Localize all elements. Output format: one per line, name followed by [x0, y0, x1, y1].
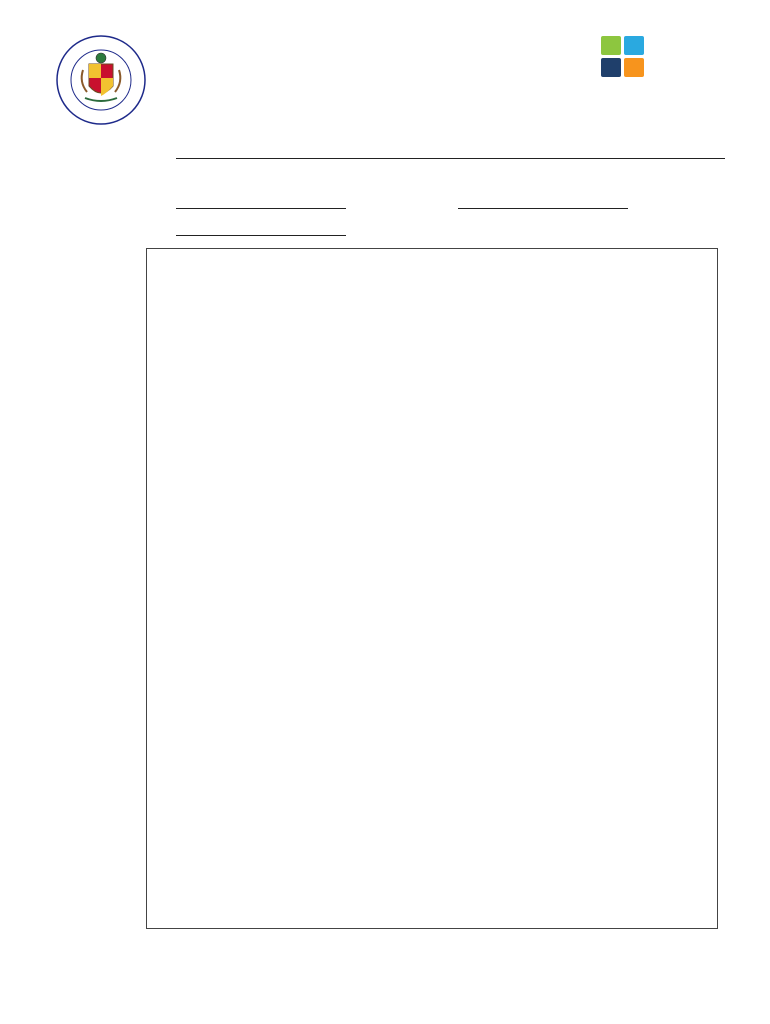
- dep-icon-row-2: [601, 58, 710, 77]
- recycle-icon: [624, 36, 644, 55]
- dep-icon-row: [601, 36, 710, 55]
- building-icon: [624, 58, 644, 77]
- county-seal-logo: [55, 30, 147, 130]
- leaf-icon: [601, 36, 621, 55]
- issued-to-value: [176, 142, 725, 159]
- water-icon: [601, 58, 621, 77]
- dep-logo: [598, 36, 710, 126]
- valid-to-value: [458, 192, 628, 209]
- type-of-waiver-value: [176, 219, 346, 236]
- valid-from-value: [176, 192, 346, 209]
- authorizing-box: [146, 248, 718, 929]
